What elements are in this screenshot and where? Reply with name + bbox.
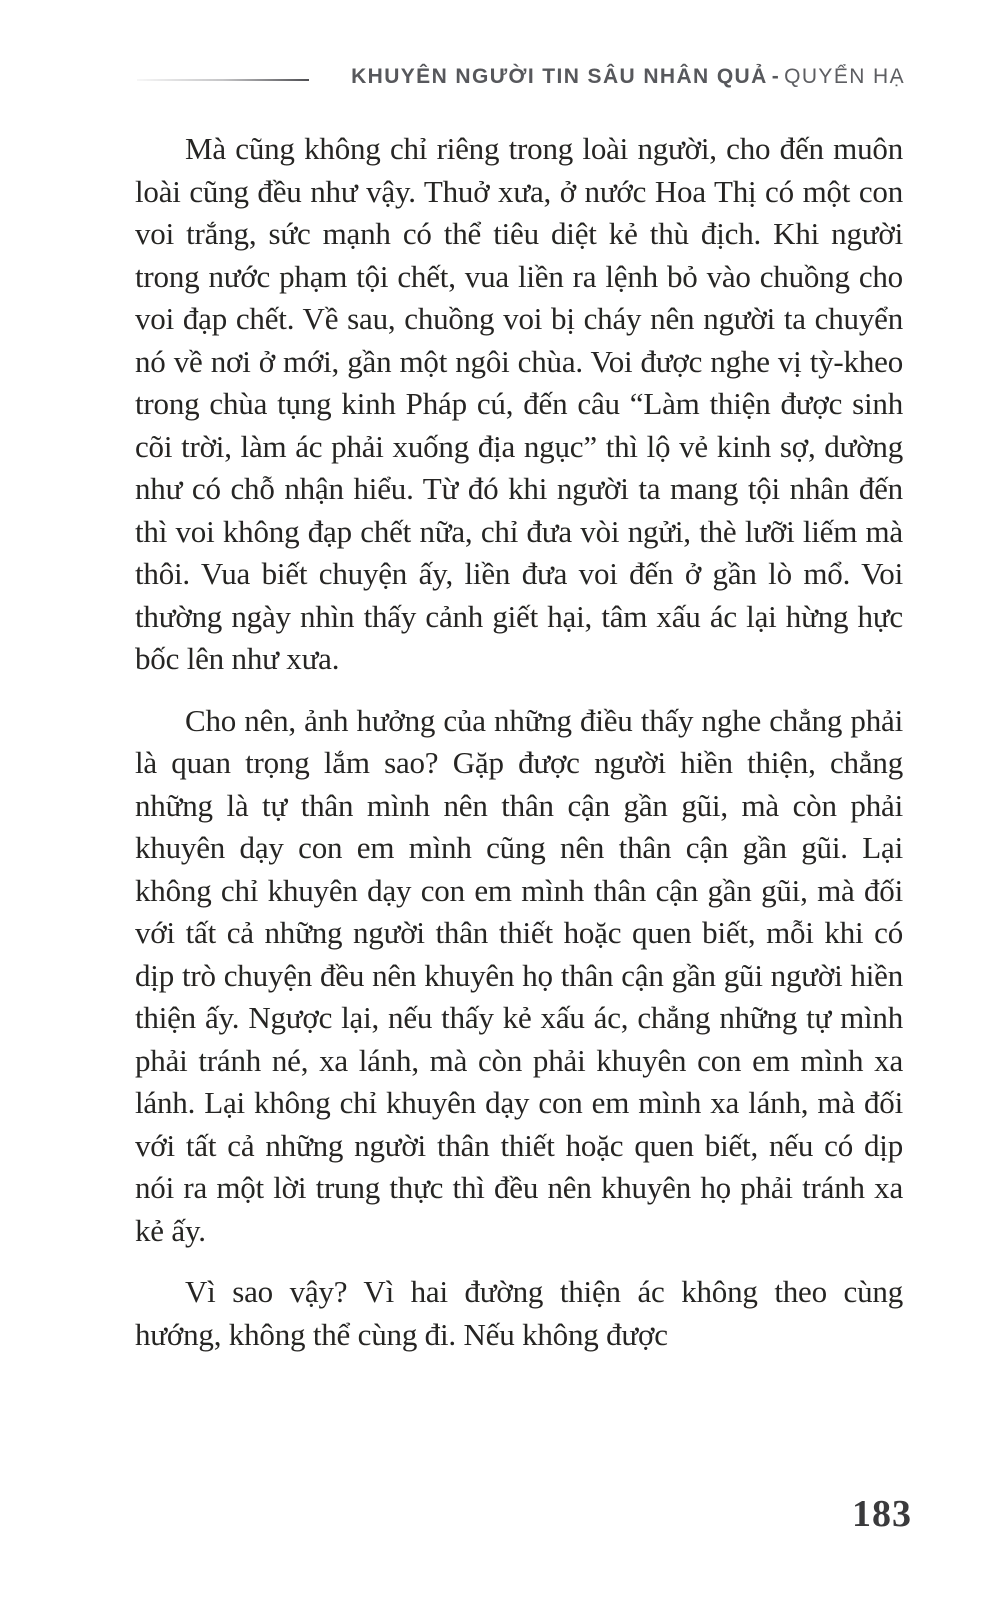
book-title: KHUYÊN NGƯỜI TIN SÂU NHÂN QUẢ: [351, 65, 768, 88]
header-rule: [137, 79, 309, 81]
page-body: [135, 128, 903, 1375]
paragraph-why: Vì sao vậy? Vì hai đường thiện ác không theo cùng hướng, không thể cùng đi. Nếu không được: [135, 1274, 903, 1352]
page-number: 183: [852, 1493, 912, 1535]
running-head-title: [309, 65, 905, 89]
paragraph-elephant-story: Mà cũng không chỉ riêng trong loài người, cho đến muôn loài cũng đều như vậy. Thuở xưa, ở nước Hoa Thị có một con voi trắng, sức mạnh có thể tiêu diệt kẻ thù địch. Khi người trong nước phạm tội chết, vua liền ra lệnh bỏ vào chuồng cho voi đạp chết. Về sau, chuồng voi bị cháy nên người ta chuyển nó về nơi ở mới, gần một ngôi chùa. Voi được nghe vị tỳ-kheo trong chùa tụng kinh Pháp cú, đến câu “Làm thiện được sinh cõi trời, làm ác phải xuống địa ngục” thì lộ vẻ kinh sợ, dường như có chỗ nhận hiểu. Từ đó khi người ta mang tội nhân đến thì voi không đạp chết nữa, chỉ đưa vòi ngửi, thè lưỡi liếm mà thôi. Vua biết chuyện ấy, liền đưa voi đến ở gần lò mổ. Voi thường ngày nhìn thấy cảnh giết hại, tâm xấu ác lại hừng hực bốc lên như xưa.: [135, 131, 903, 676]
running-head: [137, 60, 905, 94]
title-separator: -: [771, 65, 781, 88]
paragraph-advice: Cho nên, ảnh hưởng của những điều thấy nghe chẳng phải là quan trọng lắm sao? Gặp được người hiền thiện, chẳng những là tự thân mình nên thân cận gần gũi, mà còn phải khuyên dạy con em mình cũng nên thân cận gần gũi. Lại không chỉ khuyên dạy con em mình thân cận gần gũi, mà đối với tất cả những người thân thiết hoặc quen biết, mỗi khi có dịp trò chuyện đều nên khuyên họ thân cận gần gũi người hiền thiện ấy. Ngược lại, nếu thấy kẻ xấu ác, chẳng những tự mình phải tránh né, xa lánh, mà còn phải khuyên con em mình xa lánh. Lại không chỉ khuyên dạy con em mình xa lánh, mà đối với tất cả những người thân thiết hoặc quen biết, nếu có dịp nói ra một lời trung thực thì đều nên khuyên họ phải tránh xa kẻ ấy.: [135, 702, 903, 1248]
volume-label: QUYỂN HẠ: [784, 65, 905, 88]
